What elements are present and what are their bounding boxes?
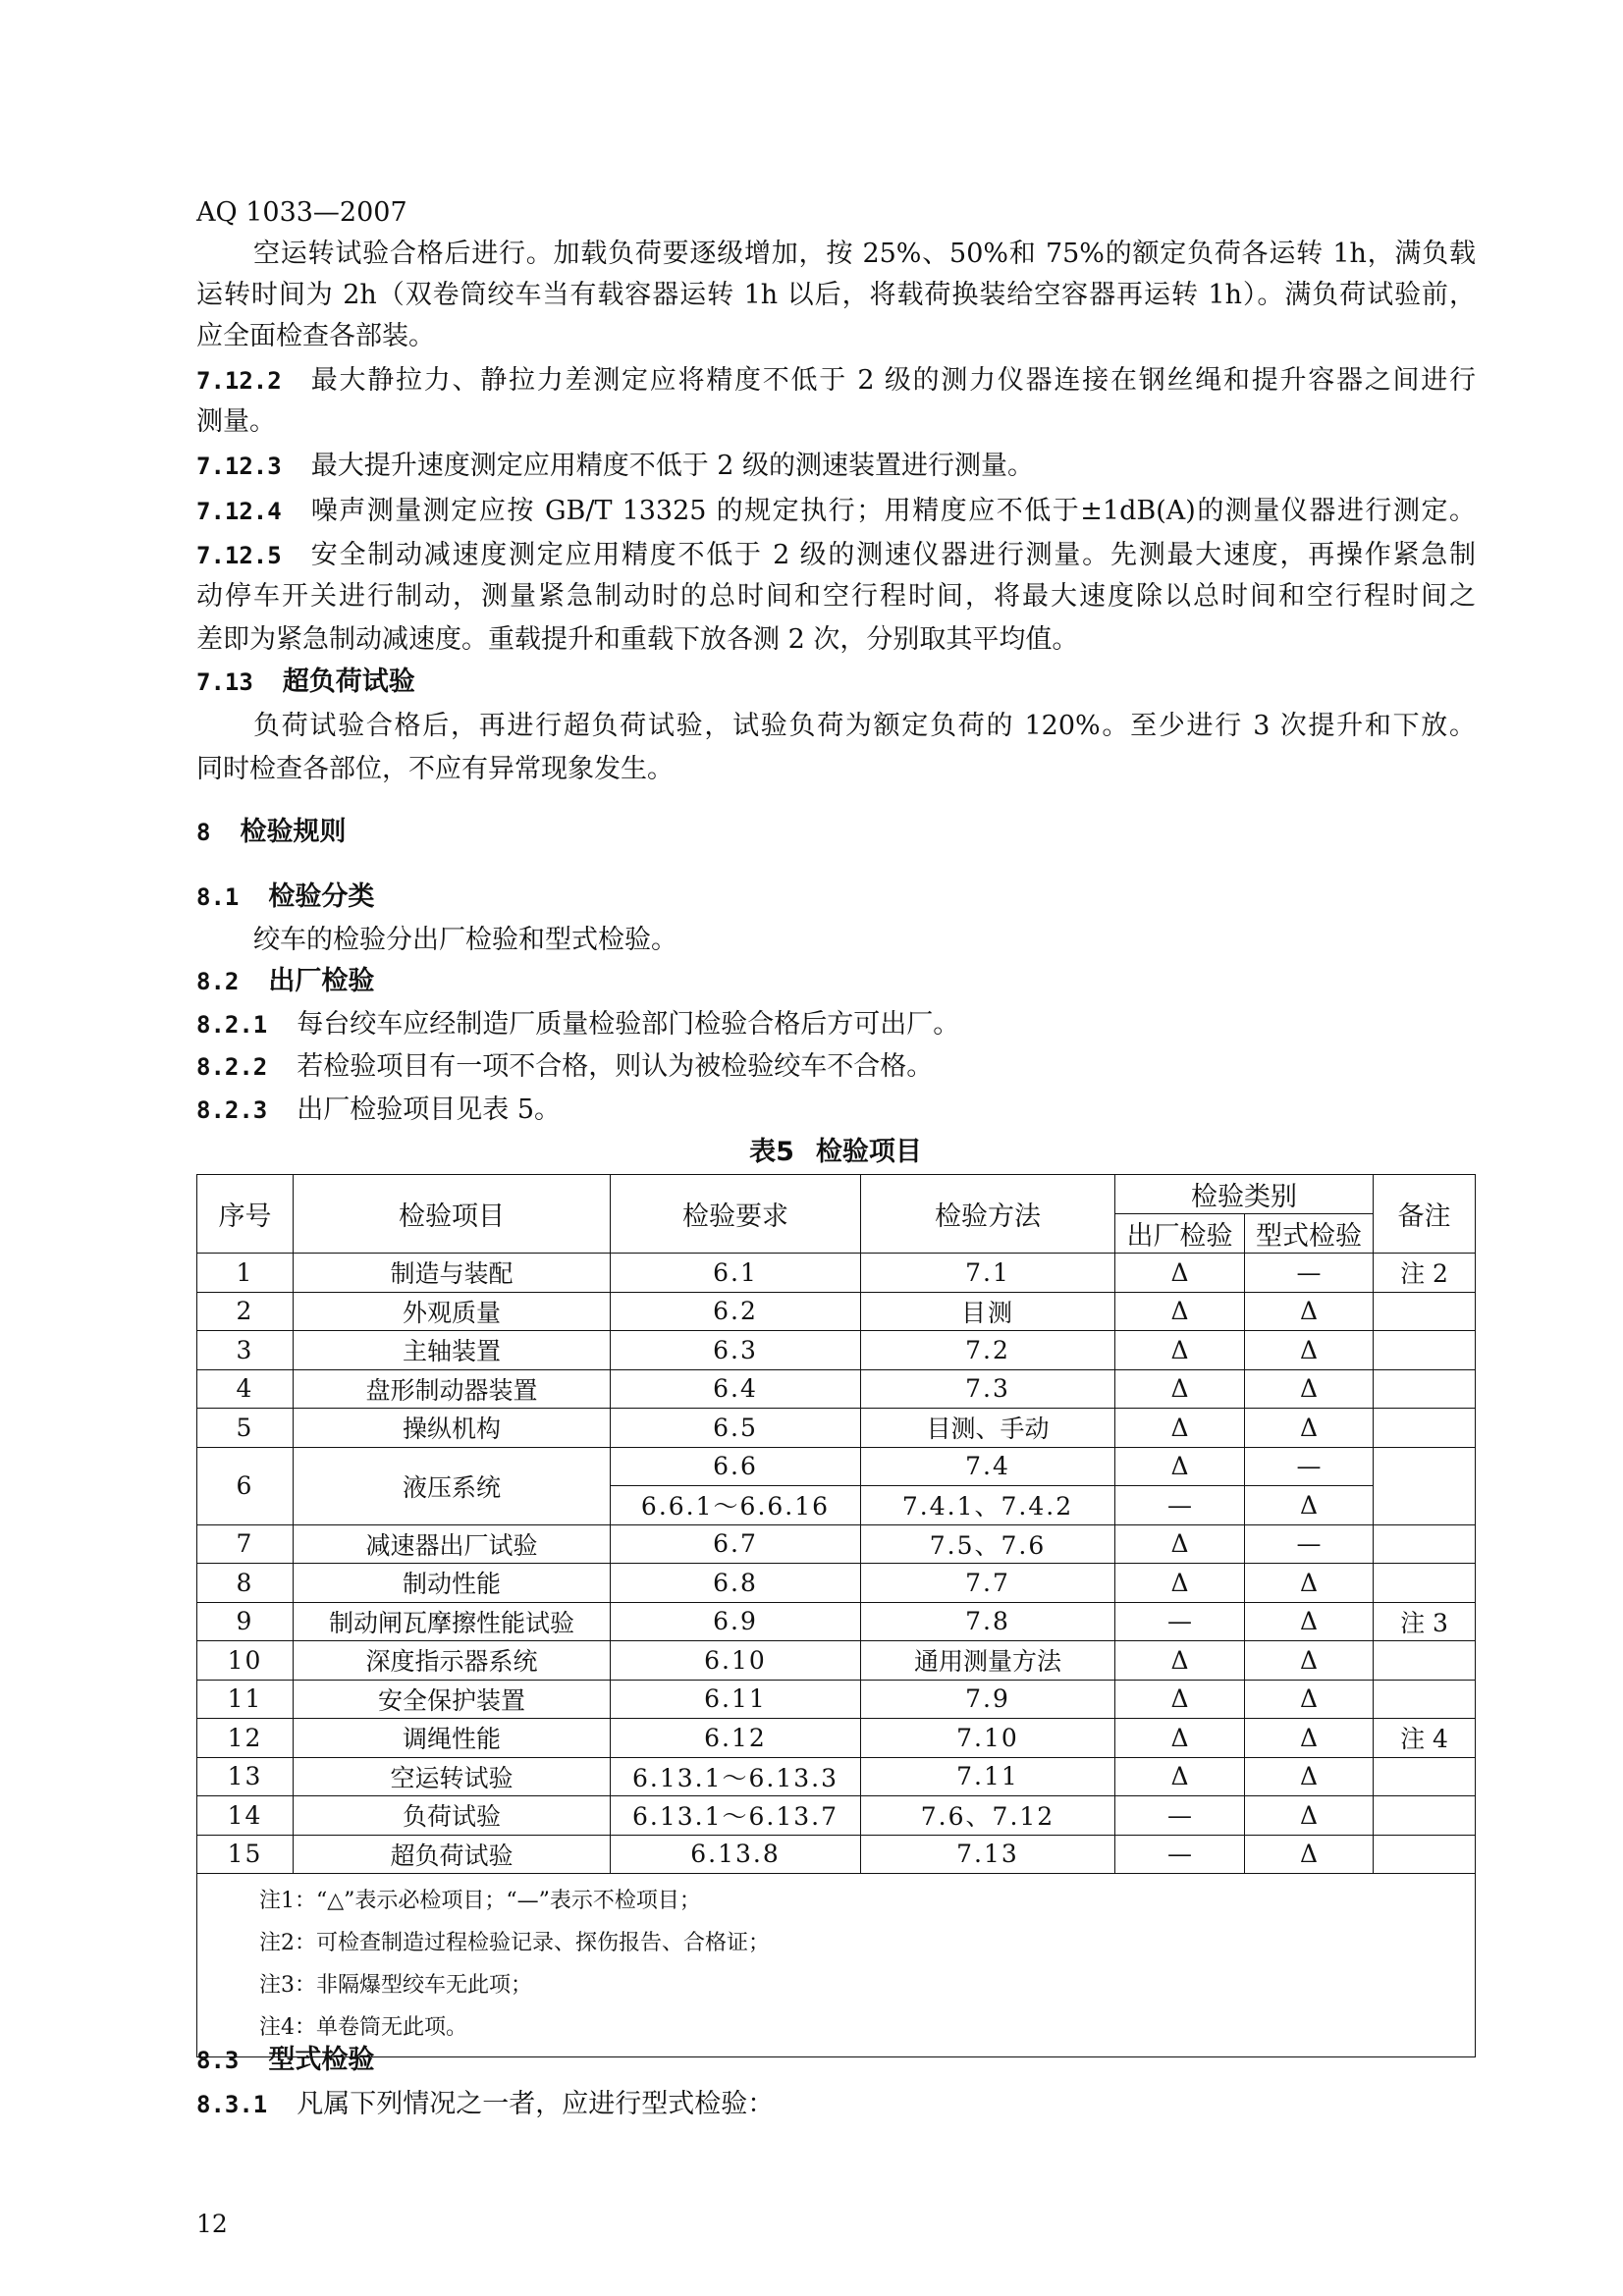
clause-7-12-3: [196, 445, 1476, 488]
cell-factory: Δ: [1115, 1447, 1245, 1486]
table-header-row: [197, 1175, 1476, 1214]
cell-item: 制动闸瓦摩擦性能试验: [294, 1602, 611, 1641]
section-heading-8-2: [196, 960, 1476, 1003]
cell-remark: 注 4: [1374, 1719, 1476, 1758]
cell-type: —: [1245, 1254, 1374, 1293]
cell-requirement: 6.1: [611, 1254, 861, 1293]
section-heading-8-1: [196, 876, 1476, 919]
table-row: [197, 1292, 1476, 1331]
line-text: 若检验项目有一项不合格，则认为被检验绞车不合格。: [297, 1051, 934, 1082]
cell-factory: Δ: [1115, 1331, 1245, 1370]
inspection-items-table: [196, 1174, 1476, 2057]
cell-requirement: 6.12: [611, 1719, 861, 1758]
cell-remark: 注 2: [1374, 1254, 1476, 1293]
line-text: 运转时间为 2h（双卷筒绞车当有载容器运转 1h 以后，将载荷换装给空容器再运转 1h）。满负荷试验前，: [196, 280, 1476, 310]
line-text: 凡属下列情况之一者，应进行型式检验：: [297, 2089, 775, 2119]
cell-method: 7.10: [861, 1719, 1115, 1758]
cell-type: —: [1245, 1447, 1374, 1486]
section-title: 型式检验: [268, 2045, 375, 2075]
cell-remark: [1374, 1369, 1476, 1409]
cell-factory: —: [1115, 1602, 1245, 1641]
cell-remark: [1374, 1680, 1476, 1719]
cell-factory: Δ: [1115, 1292, 1245, 1331]
table-row: [197, 1680, 1476, 1719]
cell-type: Δ: [1245, 1757, 1374, 1796]
line-text: 动停车开关进行制动，测量紧急制动时的总时间和空行程时间，将最大速度除以总时间和空行程时间之: [196, 581, 1476, 612]
cell-no: 1: [197, 1254, 294, 1293]
table-row: [197, 1369, 1476, 1409]
line-text: 安全制动减速度测定应用精度不低于 2 级的测速仪器进行测量。先测最大速度，再操作紧急制: [310, 540, 1476, 570]
section-heading-8: [196, 811, 1476, 854]
cell-type: Δ: [1245, 1486, 1374, 1525]
cell-requirement: 6.11: [611, 1680, 861, 1719]
section-number: 7.13: [196, 668, 253, 696]
cell-factory: Δ: [1115, 1369, 1245, 1409]
table-row: [197, 1331, 1476, 1370]
cell-type: Δ: [1245, 1331, 1374, 1370]
cell-requirement: 6.13.8: [611, 1835, 861, 1874]
clause-8-2-2: [196, 1045, 1476, 1089]
cell-method: 7.9: [861, 1680, 1115, 1719]
cell-method: 7.3: [861, 1369, 1115, 1409]
clause-7-12-5: [196, 534, 1476, 577]
cell-no: 14: [197, 1796, 294, 1836]
cell-method: 7.8: [861, 1602, 1115, 1641]
cell-type: Δ: [1245, 1602, 1374, 1641]
cell-requirement: 6.3: [611, 1331, 861, 1370]
cell-remark: [1374, 1564, 1476, 1603]
header-factory-inspection: 出厂检验: [1115, 1214, 1245, 1254]
line-text: 空运转试验合格后进行。加载负荷要逐级增加，按 25%、50%和 75%的额定负荷各运转 1h，满负载: [253, 239, 1476, 269]
cell-factory: Δ: [1115, 1757, 1245, 1796]
cell-item: 外观质量: [294, 1292, 611, 1331]
clause-8-2-1: [196, 1003, 1476, 1046]
cell-type: Δ: [1245, 1292, 1374, 1331]
cell-type: Δ: [1245, 1409, 1374, 1448]
paragraph-line: [196, 400, 1476, 444]
section-title: 检验分类: [268, 881, 375, 912]
cell-requirement: 6.2: [611, 1292, 861, 1331]
clause-7-12-2: [196, 359, 1476, 402]
line-text: 差即为紧急制动减速度。重载提升和重载下放各测 2 次，分别取其平均值。: [196, 624, 1079, 655]
line-text: 绞车的检验分出厂检验和型式检验。: [253, 925, 677, 955]
cell-remark: [1374, 1331, 1476, 1370]
line-text: 最大提升速度测定应用精度不低于 2 级的测速装置进行测量。: [310, 451, 1035, 481]
cell-factory: Δ: [1115, 1254, 1245, 1293]
cell-requirement: 6.13.1～6.13.7: [611, 1796, 861, 1836]
cell-remark: [1374, 1796, 1476, 1836]
cell-requirement: 6.8: [611, 1564, 861, 1603]
cell-requirement: 6.6: [611, 1447, 861, 1486]
header-remark: 备注: [1374, 1175, 1476, 1254]
cell-factory: Δ: [1115, 1564, 1245, 1603]
table-row: [197, 1564, 1476, 1603]
line-text: 同时检查各部位，不应有异常现象发生。: [196, 754, 674, 784]
cell-method: 目测、手动: [861, 1409, 1115, 1448]
cell-method: 7.2: [861, 1331, 1115, 1370]
line-text: 出厂检验项目见表 5。: [297, 1095, 562, 1125]
cell-no: 3: [197, 1331, 294, 1370]
section-heading-7-13: [196, 661, 1476, 704]
cell-remark: [1374, 1757, 1476, 1796]
line-text: 应全面检查各部装。: [196, 321, 435, 351]
paragraph-line: [196, 748, 1476, 791]
paragraph-line: [196, 274, 1476, 317]
table-notes-row: [197, 1874, 1476, 2057]
table-note: 注3：非隔爆型绞车无此项；: [259, 1973, 532, 1998]
cell-method: 7.11: [861, 1757, 1115, 1796]
cell-type: Δ: [1245, 1369, 1374, 1409]
cell-factory: Δ: [1115, 1409, 1245, 1448]
cell-no: 13: [197, 1757, 294, 1796]
cell-type: Δ: [1245, 1719, 1374, 1758]
cell-item: 超负荷试验: [294, 1835, 611, 1874]
table-note: 注2：可检查制造过程检验记录、探伤报告、合格证；: [259, 1931, 770, 1955]
table-note: 注1：“△”表示必检项目；“—”表示不检项目；: [259, 1889, 701, 1913]
cell-method: 通用测量方法: [861, 1641, 1115, 1681]
cell-item: 制造与装配: [294, 1254, 611, 1293]
table-title: [196, 1133, 1475, 1172]
cell-method: 7.1: [861, 1254, 1115, 1293]
clause-7-12-4: [196, 490, 1476, 533]
paragraph-line: [196, 575, 1476, 618]
cell-remark: [1374, 1292, 1476, 1331]
cell-no: 7: [197, 1524, 294, 1564]
cell-item: 盘形制动器装置: [294, 1369, 611, 1409]
cell-no: 5: [197, 1409, 294, 1448]
cell-item: 深度指示器系统: [294, 1641, 611, 1681]
cell-type: Δ: [1245, 1564, 1374, 1603]
clause-number: 7.12.4: [196, 498, 282, 525]
cell-requirement: 6.10: [611, 1641, 861, 1681]
line-text: 每台绞车应经制造厂质量检验部门检验合格后方可出厂。: [297, 1009, 960, 1040]
cell-no: 4: [197, 1369, 294, 1409]
header-no: 序号: [197, 1175, 294, 1254]
cell-factory: Δ: [1115, 1719, 1245, 1758]
clause-number: 8.2.2: [196, 1053, 268, 1081]
table-name: 检验项目: [815, 1137, 922, 1167]
cell-no: 15: [197, 1835, 294, 1874]
section-number: 8.1: [196, 883, 240, 911]
cell-method: 7.5、7.6: [861, 1524, 1115, 1564]
clause-number: 8.2.1: [196, 1011, 268, 1039]
cell-requirement: 6.13.1～6.13.3: [611, 1757, 861, 1796]
cell-requirement: 6.6.1～6.6.16: [611, 1486, 861, 1525]
section-heading-8-3: [196, 2039, 1476, 2082]
section-number: 8: [196, 819, 211, 846]
clause-number: 7.12.5: [196, 542, 282, 569]
cell-item: 制动性能: [294, 1564, 611, 1603]
table-row: [197, 1447, 1476, 1486]
table-note: 注4：单卷筒无此项。: [259, 2015, 467, 2040]
cell-method: 7.13: [861, 1835, 1115, 1874]
standard-code-header: AQ 1033—2007: [196, 197, 407, 228]
section-title: 超负荷试验: [282, 667, 415, 697]
cell-item: 安全保护装置: [294, 1680, 611, 1719]
clause-number: 8.3.1: [196, 2091, 268, 2118]
section-number: 8.3: [196, 2047, 240, 2074]
cell-item: 操纵机构: [294, 1409, 611, 1448]
table-row: [197, 1641, 1476, 1681]
table-row: [197, 1757, 1476, 1796]
section-title: 出厂检验: [268, 966, 375, 996]
table-row: [197, 1409, 1476, 1448]
table-row: [197, 1835, 1476, 1874]
paragraph-line: [196, 315, 1476, 358]
cell-requirement: 6.5: [611, 1409, 861, 1448]
page-number: 12: [196, 2210, 228, 2238]
table-notes: [197, 1874, 1476, 2057]
cell-item: 负荷试验: [294, 1796, 611, 1836]
cell-no: 12: [197, 1719, 294, 1758]
cell-no: 8: [197, 1564, 294, 1603]
paragraph-line: [196, 919, 1476, 962]
header-category: 检验类别: [1115, 1175, 1374, 1214]
cell-factory: —: [1115, 1835, 1245, 1874]
cell-item: 空运转试验: [294, 1757, 611, 1796]
header-item: 检验项目: [294, 1175, 611, 1254]
table-row: [197, 1602, 1476, 1641]
cell-no: 2: [197, 1292, 294, 1331]
cell-type: Δ: [1245, 1796, 1374, 1836]
table-row: [197, 1796, 1476, 1836]
cell-item: 主轴装置: [294, 1331, 611, 1370]
cell-remark: [1374, 1835, 1476, 1874]
cell-requirement: 6.4: [611, 1369, 861, 1409]
section-number: 8.2: [196, 968, 240, 995]
clause-number: 7.12.2: [196, 367, 282, 395]
line-text: 噪声测量测定应按 GB/T 13325 的规定执行；用精度应不低于±1dB(A)的测量仪器进行测定。: [310, 496, 1476, 526]
cell-no: 9: [197, 1602, 294, 1641]
table-row: [197, 1524, 1476, 1564]
line-text: 测量。: [196, 406, 276, 437]
cell-item: 减速器出厂试验: [294, 1524, 611, 1564]
table-row: [197, 1254, 1476, 1293]
table-number: 表5: [749, 1137, 794, 1167]
cell-factory: —: [1115, 1486, 1245, 1525]
clause-8-3-1: [196, 2083, 1476, 2126]
header-requirement: 检验要求: [611, 1175, 861, 1254]
cell-remark: [1374, 1409, 1476, 1448]
cell-type: Δ: [1245, 1680, 1374, 1719]
line-text: 负荷试验合格后，再进行超负荷试验，试验负荷为额定负荷的 120%。至少进行 3 次提升和下放。: [253, 711, 1476, 741]
cell-requirement: 6.7: [611, 1524, 861, 1564]
cell-factory: Δ: [1115, 1524, 1245, 1564]
line-text: 最大静拉力、静拉力差测定应将精度不低于 2 级的测力仪器连接在钢丝绳和提升容器之间进行: [310, 365, 1476, 396]
header-type-inspection: 型式检验: [1245, 1214, 1374, 1254]
cell-factory: Δ: [1115, 1641, 1245, 1681]
cell-method: 7.7: [861, 1564, 1115, 1603]
table-row: [197, 1719, 1476, 1758]
cell-no: 6: [197, 1447, 294, 1524]
paragraph-line: [196, 618, 1476, 662]
cell-method: 7.6、7.12: [861, 1796, 1115, 1836]
header-method: 检验方法: [861, 1175, 1115, 1254]
cell-type: Δ: [1245, 1641, 1374, 1681]
cell-remark: [1374, 1447, 1476, 1524]
section-title: 检验规则: [240, 817, 347, 847]
cell-factory: —: [1115, 1796, 1245, 1836]
cell-method: 7.4: [861, 1447, 1115, 1486]
cell-type: —: [1245, 1524, 1374, 1564]
cell-remark: 注 3: [1374, 1602, 1476, 1641]
cell-method: 目测: [861, 1292, 1115, 1331]
cell-no: 11: [197, 1680, 294, 1719]
cell-item: 调绳性能: [294, 1719, 611, 1758]
paragraph-line: [196, 233, 1476, 276]
cell-item: 液压系统: [294, 1447, 611, 1524]
cell-requirement: 6.9: [611, 1602, 861, 1641]
clause-8-2-3: [196, 1089, 1476, 1132]
cell-method: 7.4.1、7.4.2: [861, 1486, 1115, 1525]
clause-number: 8.2.3: [196, 1096, 268, 1124]
clause-number: 7.12.3: [196, 453, 282, 480]
cell-remark: [1374, 1641, 1476, 1681]
cell-type: Δ: [1245, 1835, 1374, 1874]
paragraph-line: [196, 705, 1476, 748]
cell-no: 10: [197, 1641, 294, 1681]
cell-remark: [1374, 1524, 1476, 1564]
cell-factory: Δ: [1115, 1680, 1245, 1719]
